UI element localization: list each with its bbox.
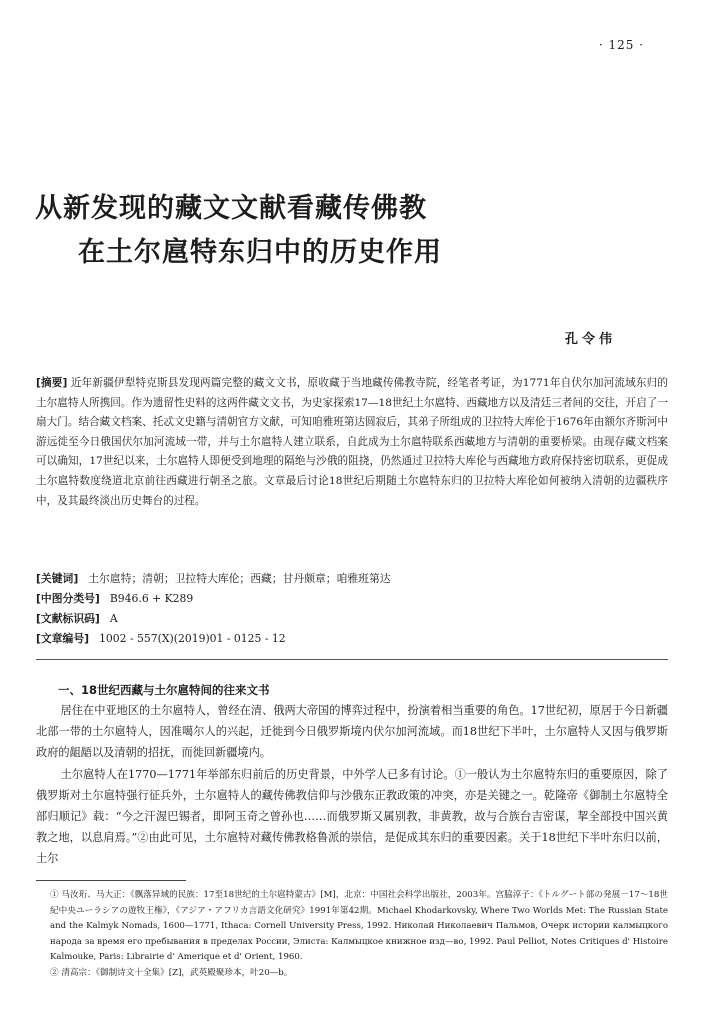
document-code-label: [文献标识码] — [36, 612, 100, 625]
footnote: ② 清高宗：《御制诗文十全集》[Z]，武英殿聚珍本，叶20—b。 — [50, 967, 293, 978]
classification-label: [中图分类号] — [36, 592, 100, 605]
footnote-divider — [36, 880, 186, 881]
body-paragraph: 居住在中亚地区的土尔扈特人，曾经在清、俄两大帝国的博弈过程中，扮演着相当重要的角色。17世纪初，原居于今日新疆北部一带的土尔扈特人，因准噶尔人的兴起，迁徙到今日俄罗斯境内伏尔加河流域。而18世纪下半叶，土尔扈特人又因与俄罗斯政府的龃龉以及清朝的招抚，而徙回新疆境内。 — [36, 704, 668, 760]
keywords-label: [关键词] — [36, 572, 79, 585]
metadata-divider — [36, 659, 668, 660]
article-number-row — [36, 631, 668, 646]
body-paragraph: 土尔扈特人在1770—1771年举部东归前后的历史背景，中外学人已多有讨论。①一般认为土尔扈特东归的重要原因，除了俄罗斯对土尔扈特强行征兵外，土尔扈特人的藏传佛教信仰与沙俄东正教政策的冲突，亦是关键之一。乾隆帝《御制土尔扈特全部归顺记》载：“今之汗渥巴锡者，即阿玉奇之曾孙也……而俄罗斯又属别教，非黄教，故与合族台吉密谋，挈全部投中国兴黄教之地，以息肩焉。”②由此可见，土尔扈特对藏传佛教格鲁派的崇信，是促成其东归的重要因素。关于18世纪下半叶东归以前，土尔 — [36, 767, 668, 866]
classification-value: B946.6 + K289 — [109, 592, 194, 605]
abstract-text: 近年新疆伊犁特克斯县发现两篇完整的藏文文书，原收藏于当地藏传佛教寺院，经笔者考证，为1771年自伏尔加河流域东归的土尔扈特人所携回。作为遗留性史料的这两件藏文文书，为史家探索17—18世纪土尔扈特、西藏地方以及清廷三者间的交往，开启了一扇大门。结合藏文档案、托忒文史籍与清朝官方文献，可知咱雅班第达圆寂后，其弟子所组成的卫拉特大库伦于1676年由额尔齐斯河中游远徙至今日俄国伏尔加河流域一带，并与土尔扈特人建立联系，自此成为土尔扈特联系西藏地方与清朝的重要桥梁。由现存藏文档案可以确知，17世纪以来，土尔扈特人即便受到地理的隔绝与沙俄的阻挠，仍然通过卫拉特大库伦与西藏地方政府保持密切联系，更促成土尔扈特数度绕道北京前往西藏进行朝圣之旅。文章最后讨论18世纪后期随土尔扈特东归的卫拉特大库伦如何被纳入清朝的边疆秩序中，及其最终淡出历史舞台的过程。 — [36, 377, 668, 507]
keywords-value: 土尔扈特；清朝；卫拉特大库伦；西藏；甘丹颇章；咱雅班第达 — [88, 572, 391, 585]
section-heading: 一、18世纪西藏与土尔扈特间的往来文书 — [58, 683, 270, 697]
article-number-value: 1002 - 557(X)(2019)01 - 0125 - 12 — [99, 632, 286, 645]
document-code-row — [36, 611, 668, 626]
abstract-label: [摘要] — [36, 377, 68, 389]
footnotes — [36, 888, 668, 981]
article-title-line-1: 从新发现的藏文文献看藏传佛教 — [35, 193, 427, 224]
keywords-row — [36, 571, 668, 586]
article-number-label: [文章编号] — [36, 632, 90, 645]
article-title-line-2: 在土尔扈特东归中的历史作用 — [78, 237, 442, 268]
page-number: · 125 · — [598, 38, 644, 52]
classification-row — [36, 591, 668, 606]
author-name: 孔令伟 — [564, 332, 616, 347]
abstract — [36, 374, 668, 511]
document-code-value: A — [109, 612, 118, 625]
body-text — [36, 700, 668, 870]
footnote: ① 马汝珩、马大正：《飘落异域的民族：17至18世纪的土尔扈特蒙古》[M]，北京：中国社会科学出版社，2003年。宫脇淳子：《トルグート部の発展－17～18世紀中央ユーラシアの遊牧王権》，《アジア・アフリカ言語文化研究》1991年第42期。Michael Khodarkovsky, Where Two Worlds Met: The Russian State and the Kalmyk Nomads, 1600—1771, Ithaca: Cornell University Press, 1992. Николай Николаевич Пальмов, Очерк истории калмыцкого народа за время его пребывания в пределах России, Элиста: Калмыцкое книжное изд—во, 1992. Paul Pelliot, Notes Critiques d' Histoire Kalmouke, Paris: Librairie d' Amerique et d' Orient, 1960. — [50, 890, 668, 962]
